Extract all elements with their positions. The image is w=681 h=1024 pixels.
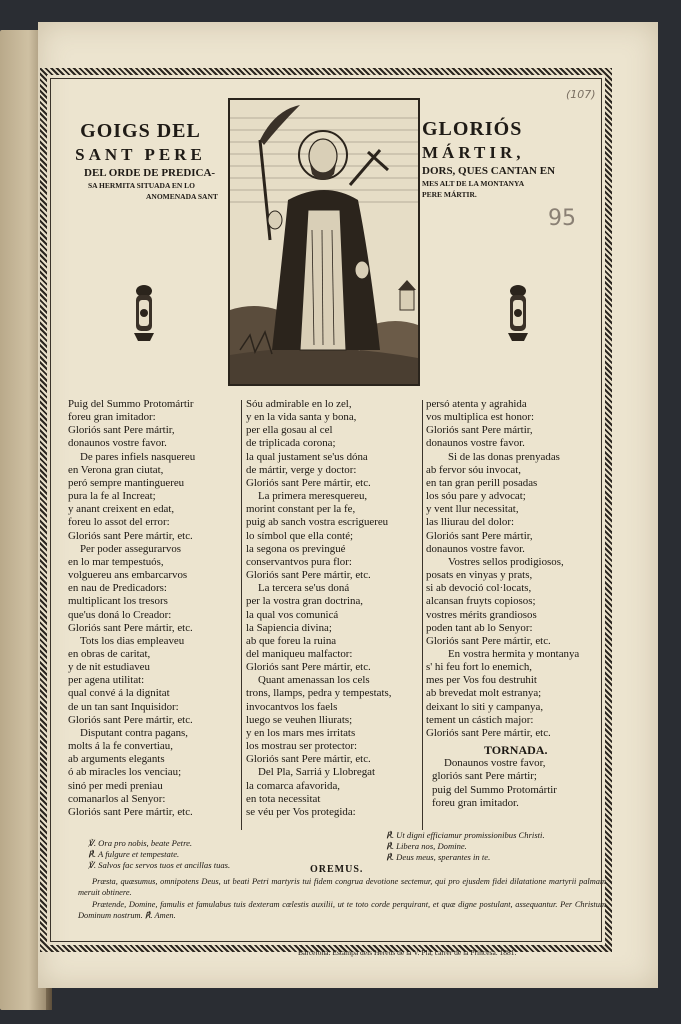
verse-line: donaunos vostre favor. — [68, 437, 167, 450]
title-mes-alt: MES ALT DE LA MONTANYA — [422, 179, 525, 188]
verse-line: per la vostra gran doctrina, — [246, 595, 364, 608]
versicle-line: ℣. Salvos fac servos tuos et ancillas tuas. — [88, 860, 231, 870]
verse-line: trons, llamps, pedra y tempestats, — [246, 687, 392, 700]
title-right-block — [422, 116, 597, 200]
verse-line: ab fervor sóu invocat, — [426, 463, 521, 476]
verse-line: invocantvos los faels — [246, 700, 338, 713]
verse-line: morint constant per la fe, — [246, 503, 356, 516]
verse-line: tement un cástich major: — [426, 713, 534, 726]
verse-line: y en la vida santa y bona, — [246, 411, 357, 424]
verse-line: poden tant ab lo Senyor: — [426, 621, 533, 634]
verse-line: la comarca afavorida, — [246, 779, 341, 792]
verse-line: ab que foreu la ruina — [246, 634, 337, 647]
title-goigs-del: GOIGS DEL — [80, 120, 201, 142]
verse-line: de triplicada corona; — [246, 437, 336, 450]
verse-line: Gloriós sant Pere mártir, etc. — [246, 661, 371, 674]
title-sant-pere: SANT PERE — [75, 145, 206, 164]
saint-peter-martyr-woodcut — [228, 98, 420, 386]
title-pere-martir: PERE MÁRTIR. — [422, 190, 477, 199]
verse-line: alcansan fruyts copiosos; — [426, 595, 536, 608]
column-rule-1 — [241, 400, 242, 830]
verse-line: Vostres sellos prodigiosos, — [448, 555, 564, 568]
verse-line: donaunos vostre favor. — [426, 437, 525, 450]
verse-line: los sóu pare y advocat; — [426, 490, 526, 503]
verse-line: la qual justament se'us dóna — [246, 450, 368, 463]
verse-line: en Verona gran ciutat, — [68, 463, 164, 476]
verse-line: Gloriós sant Pere mártir, etc. — [68, 713, 193, 726]
verse-line: ab brevedat molt estranya; — [426, 687, 542, 700]
tornada-line: gloriós sant Pere mártir; — [432, 770, 537, 783]
verse-line: s' hi feu fort lo enemich, — [426, 661, 532, 674]
verse-line: foreu gran imitador: — [68, 411, 156, 424]
verse-line: y de nit estudiaveu — [68, 661, 150, 674]
verse-line: Gloriós sant Pere mártir, etc. — [426, 634, 551, 647]
verse-line: volguereu ans embarcarvos — [68, 569, 188, 582]
verse-column-3 — [426, 398, 606, 810]
verse-line: Gloriós sant Pere mártir, etc. — [68, 529, 193, 542]
verse-line: que'us doná lo Creador: — [68, 608, 172, 621]
tornada-line: puig del Summo Protomártir — [432, 783, 557, 796]
tornada-line: foreu gran imitador. — [432, 796, 519, 809]
verse-line: multiplicant los tresors — [68, 595, 168, 608]
verse-line: ab arguments elegants — [68, 753, 165, 766]
handwritten-reference: (107) — [566, 88, 596, 101]
verse-line: sinó per medi preniau — [68, 779, 163, 792]
verse-line: Gloriós sant Pere mártir, — [68, 424, 175, 437]
verse-line: Per poder assegurarvos — [80, 542, 182, 555]
verse-line: Puig del Summo Protomártir — [68, 398, 194, 410]
verse-line: Gloriós sant Pere mártir, etc. — [246, 753, 371, 766]
verse-line: lo símbol que ella conté; — [246, 529, 354, 542]
right-ornament — [502, 283, 534, 343]
verse-line: mes per Vos fou destruhit — [426, 674, 537, 687]
verse-line: Gloriós sant Pere mártir, — [426, 529, 533, 542]
verse-line: ó ab miracles los venciau; — [68, 766, 182, 779]
verse-line: se véu per Vos protegida: — [246, 805, 356, 818]
verse-line: pura la fe al Increat; — [68, 490, 156, 503]
verse-line: vostres mérits grandiosos — [426, 608, 537, 621]
verse-column-2 — [246, 398, 424, 819]
verse-line: luego se veuhen lliurats; — [246, 713, 353, 726]
verse-line: La tercera se'us doná — [258, 582, 350, 595]
versicle-line: ℣. Ora pro nobis, beate Petre. — [88, 838, 193, 848]
floral-ornament-icon — [128, 283, 160, 343]
verse-line: foreu lo assot del error: — [68, 516, 170, 529]
oremus-prayer — [78, 876, 606, 922]
verse-line: En vostra hermita y montanya — [448, 647, 580, 660]
versicles-right — [386, 830, 545, 863]
verse-line: Gloriós sant Pere mártir, etc. — [68, 805, 193, 818]
verse-line: y anant creixent en edat, — [68, 503, 175, 516]
verse-line: Gloriós sant Pere mártir, etc. — [246, 476, 371, 489]
verse-column-1 — [68, 398, 240, 819]
versicles-left — [88, 838, 230, 871]
verse-line: Gloriós sant Pere mártir, etc. — [426, 726, 551, 739]
title-hermita: SA HERMITA SITUADA EN LO — [88, 181, 195, 190]
response-line: ℟. Libera nos, Domine. — [386, 841, 467, 851]
verse-line: si ab devoció col·locats, — [426, 582, 532, 595]
prayer-paragraph-1: Præsta, quæsumus, omnipotens Deus, ut beati Petri martyris tui fidem congrua devotione sectemur, qui pro ejusdem fidei dilatatione martyrii palmam meruit obtinere. — [78, 877, 606, 898]
tornada-line: Donaunos vostre favor, — [444, 757, 546, 770]
handwritten-number: 95 — [548, 206, 576, 231]
verse-line: De pares infiels nasquereu — [80, 450, 196, 463]
title-dors: DORS, QUES CANTAN EN — [422, 165, 556, 177]
response-line: ℟. Ut digni efficiamur promissionibus Christi. — [386, 830, 545, 840]
verse-line: en tan gran perill posadas — [426, 476, 538, 489]
verse-line: Gloriós sant Pere mártir, etc. — [68, 621, 193, 634]
verse-line: la qual vos comunicá — [246, 608, 339, 621]
tornada-heading: TORNADA. — [484, 743, 548, 758]
verse-line: Del Pla, Sarriá y Llobregat — [258, 766, 376, 779]
verse-line: Tots los dias empleaveu — [80, 634, 185, 647]
verse-line: de mártir, verge y doctor: — [246, 463, 357, 476]
prayer-paragraph-2: Prætende, Domine, famulis et famulabus tuis dexteram cœlestis auxilii, ut te toto corde perquirant, et quæ digne postulant, assequantur. Per Christum Dominum nostrum. ℟. Amen. — [78, 899, 606, 921]
woodcut-illustration — [230, 100, 418, 384]
verse-line: en lo mar tempestuós, — [68, 555, 164, 568]
verse-line: la Sapiencia divina; — [246, 621, 332, 634]
title-orde: DEL ORDE DE PREDICA- — [84, 167, 216, 179]
verse-line: del maniqueu malfactor: — [246, 647, 353, 660]
verse-line: molts á la fe convertiau, — [68, 740, 173, 753]
verse-line: Sóu admirable en lo zel, — [246, 398, 352, 410]
verse-line: La primera meresquereu, — [258, 490, 368, 503]
verse-line: posats en vinyas y prats, — [426, 569, 533, 582]
versicle-line: ℟. A fulgure et tempestate. — [88, 849, 180, 859]
verse-line: conservantvos pura flor: — [246, 555, 352, 568]
verse-line: las lliurau del dolor: — [426, 516, 515, 529]
verse-line: Disputant contra pagans, — [80, 726, 188, 739]
verse-line: persó atenta y agrahida — [426, 398, 527, 410]
oremus-heading: OREMUS. — [310, 864, 364, 875]
verse-line: de un tan sant Inquisidor: — [68, 700, 179, 713]
verse-line: en nau de Predicadors: — [68, 582, 167, 595]
verse-line: Quant amenassan los cels — [258, 674, 370, 687]
verse-line: peró sempre mantinguereu — [68, 476, 185, 489]
title-anomenada: ANOMENADA SANT — [146, 192, 218, 201]
verse-line: per agena utilitat: — [68, 674, 145, 687]
verse-line: la segona os previngué — [246, 542, 346, 555]
verse-line: vos multiplica est honor: — [426, 411, 534, 424]
verse-line: comanarlos al Senyor: — [68, 792, 166, 805]
verse-line: en tota necessitat — [246, 792, 321, 805]
response-line: ℟. Deus meus, sperantes in te. — [386, 852, 491, 862]
verse-line: Gloriós sant Pere mártir, — [426, 424, 533, 437]
verse-line: qual convé á la dignitat — [68, 687, 170, 700]
verse-line: deixant lo siti y campanya, — [426, 700, 544, 713]
verse-line: donaunos vostre favor. — [426, 542, 525, 555]
verse-line: Gloriós sant Pere mártir, etc. — [246, 569, 371, 582]
verse-line: puig ab sanch vostra escriguereu — [246, 516, 389, 529]
verse-line: en obras de caritat, — [68, 647, 151, 660]
title-glorios: GLORIÓS — [422, 118, 523, 140]
verse-line: los mostrau ser protector: — [246, 740, 357, 753]
title-martir: MÁRTIR, — [422, 143, 525, 162]
verse-line: y vent llur necessitat, — [426, 503, 519, 516]
title-left-block — [58, 118, 223, 202]
verse-line: Si de las donas prenyadas — [448, 450, 560, 463]
verse-line: y en los mars mes irritats — [246, 726, 356, 739]
verse-line: per ella gosau al cel — [246, 424, 333, 437]
left-ornament — [128, 283, 160, 343]
floral-ornament-icon — [502, 283, 534, 343]
printer-imprint: Barcelona: Estampa dels Hereus de la V. Pla, carrer de la Princesa. 1881. — [298, 948, 517, 957]
